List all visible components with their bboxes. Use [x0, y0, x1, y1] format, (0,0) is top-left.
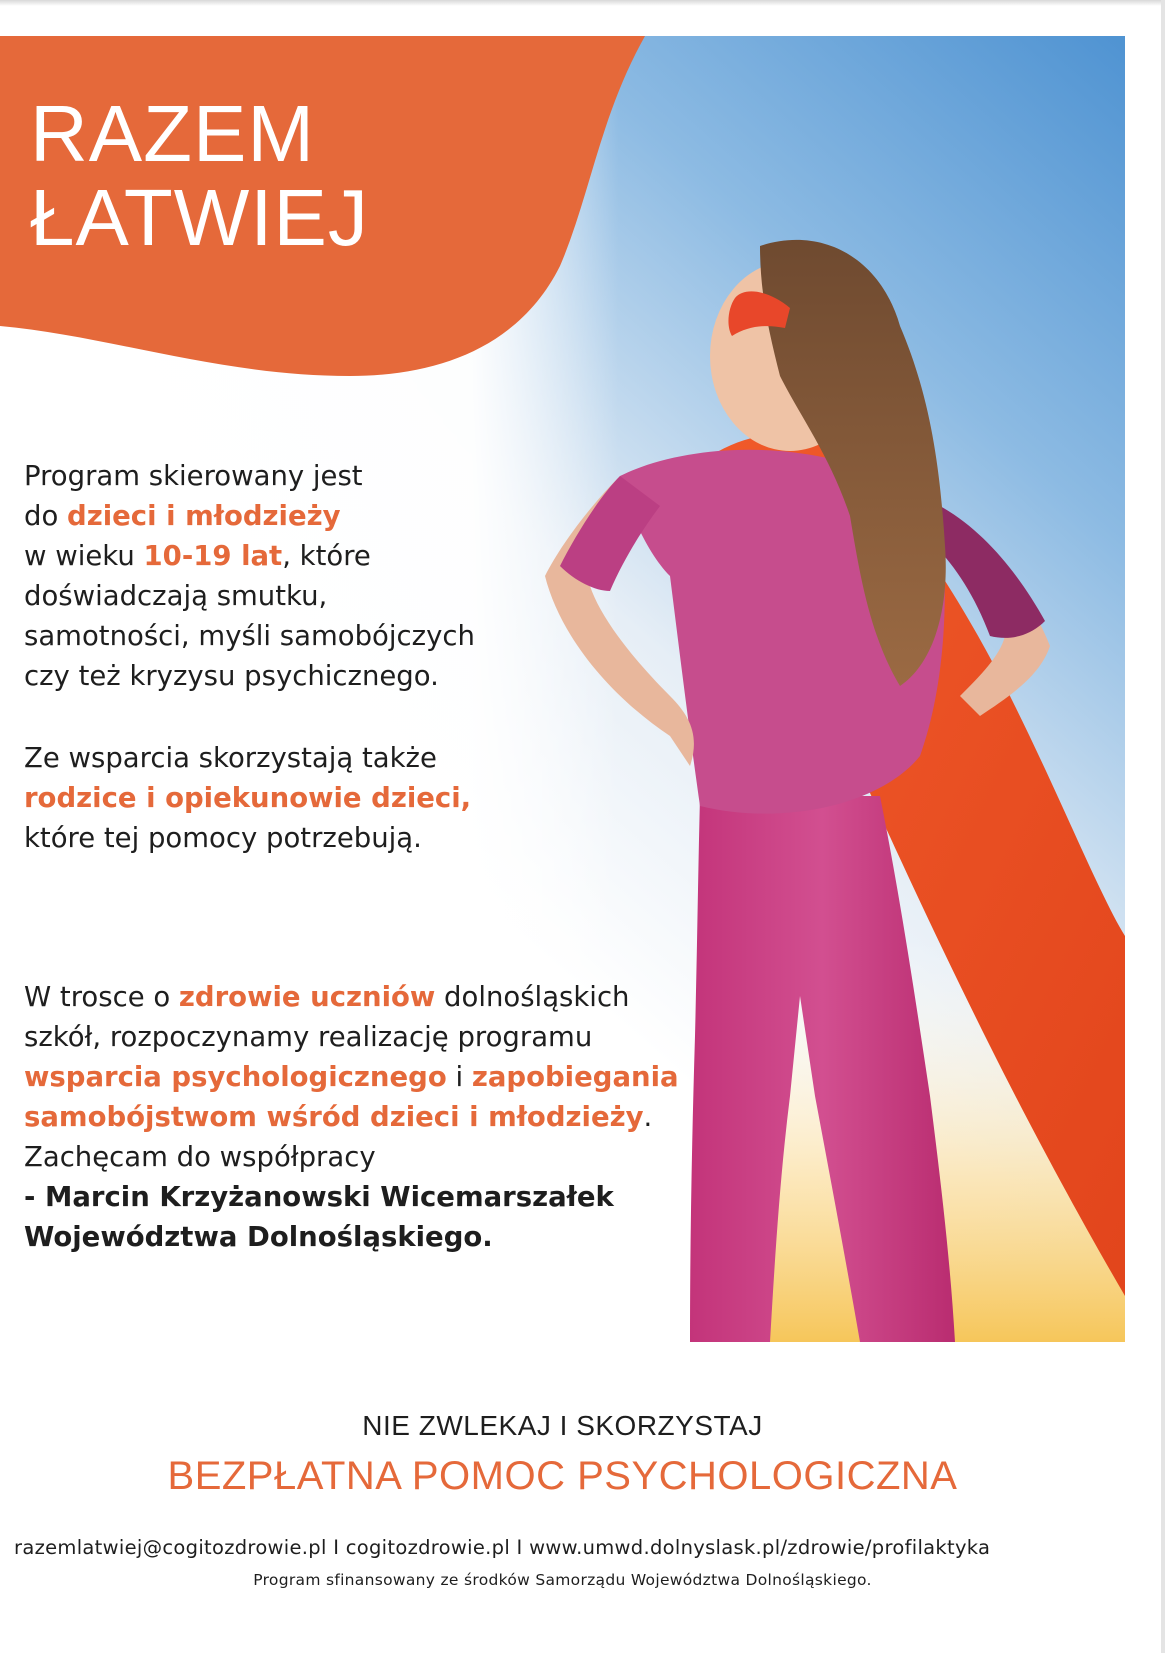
- statement-text-1: W trosce o: [24, 981, 179, 1013]
- intro-paragraph: [24, 456, 475, 696]
- parents-highlight: rodzice i opiekunowie dzieci,: [24, 782, 472, 814]
- intro-text-6: samotności, myśli samobójczych: [24, 620, 475, 652]
- scan-edge-right: [1161, 0, 1165, 1653]
- parents-text-1: Ze wsparcia skorzystają także: [24, 742, 437, 774]
- statement-text-3: szkół, rozpoczynamy realizację programu: [24, 1021, 593, 1053]
- intro-highlight-age: 10-19 lat: [143, 540, 283, 572]
- statement-signature-1: - Marcin Krzyżanowski Wicemarszałek: [24, 1181, 614, 1213]
- intro-text-2: do: [24, 500, 68, 532]
- statement-paragraph: [24, 977, 679, 1257]
- statement-signature-2: Województwa Dolnośląskiego.: [24, 1221, 493, 1253]
- funding-note: Program sfinansowany ze środków Samorządu Województwa Dolnośląskiego.: [253, 1571, 872, 1589]
- statement-highlight-prevention: zapobiegania: [471, 1061, 679, 1093]
- statement-text-4: i: [446, 1061, 472, 1093]
- intro-text-1: Program skierowany jest: [24, 460, 363, 492]
- statement-highlight-suicide: samobójstwom wśród dzieci i młodzieży: [24, 1101, 644, 1133]
- statement-highlight-support: wsparcia psychologicznego: [24, 1061, 447, 1093]
- cta-line-2: BEZPŁATNA POMOC PSYCHOLOGICZNA: [167, 1454, 958, 1498]
- statement-text-2: dolnośląskich: [435, 981, 630, 1013]
- scan-edge-top: [0, 0, 1165, 6]
- poster-title: [30, 89, 369, 262]
- intro-highlight-children: dzieci i młodzieży: [67, 500, 341, 532]
- intro-text-3: w wieku: [24, 540, 144, 572]
- intro-text-4: , które: [282, 540, 371, 572]
- parents-paragraph: [24, 738, 471, 858]
- statement-text-5: .: [643, 1101, 653, 1133]
- parents-text-2: które tej pomocy potrzebują.: [24, 822, 422, 854]
- cta-line-1: NIE ZWLEKAJ I SKORZYSTAJ: [362, 1410, 763, 1441]
- intro-text-7: czy też kryzysu psychicznego.: [24, 660, 439, 692]
- statement-highlight-health: zdrowie uczniów: [178, 981, 436, 1013]
- contact-links: razemlatwiej@cogitozdrowie.pl I cogitozdrowie.pl I www.umwd.dolnyslask.pl/zdrowie/profilaktyka: [14, 1536, 991, 1559]
- title-line-1: RAZEM: [30, 89, 315, 178]
- intro-text-5: doświadczają smutku,: [24, 580, 328, 612]
- title-line-2: ŁATWIEJ: [30, 173, 369, 262]
- statement-text-6: Zachęcam do współpracy: [24, 1141, 376, 1173]
